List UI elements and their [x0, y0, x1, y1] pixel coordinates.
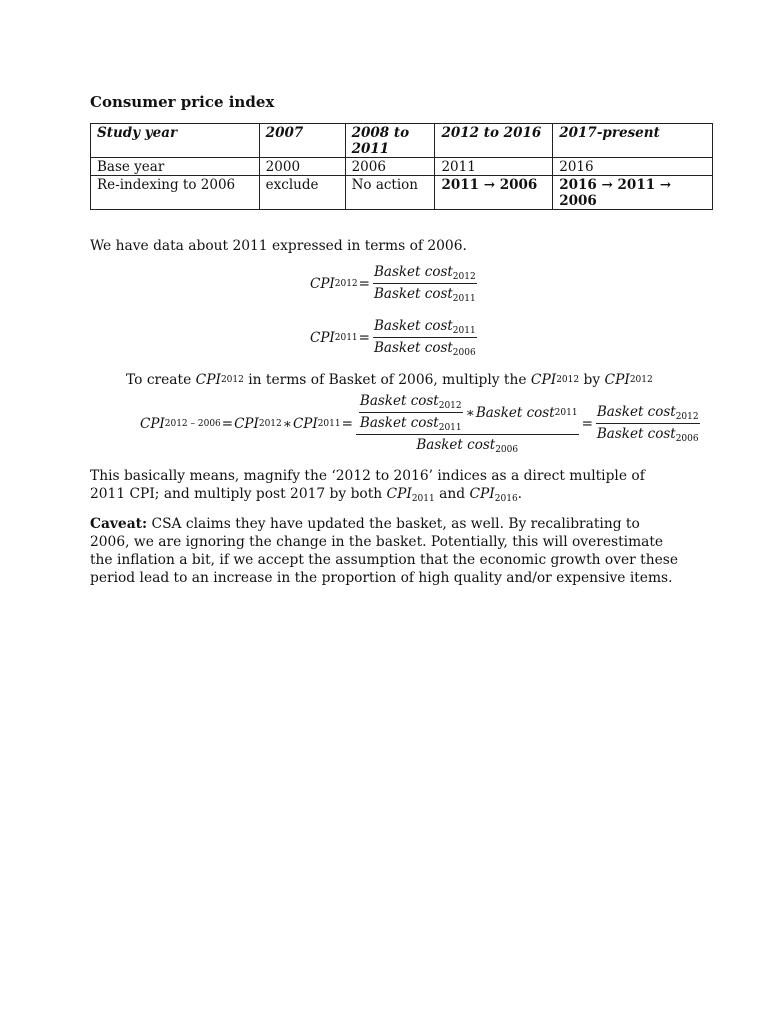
table-cell: 2011: [435, 158, 553, 176]
table-header-cell: 2012 to 2016: [435, 124, 553, 158]
table-cell: No action: [345, 176, 435, 210]
math-basket: Basket cost: [596, 404, 676, 420]
math-subscript: 2012: [675, 412, 699, 422]
math-subscript: 2011: [452, 294, 476, 304]
instruction-text: To create: [126, 372, 192, 388]
math-cpi: CPI: [469, 486, 495, 502]
instruction-line: [126, 372, 653, 388]
fraction: [373, 264, 477, 304]
math-subscript: 2011: [411, 494, 435, 504]
cpi-table: [90, 123, 713, 210]
table-cell: Base year: [91, 158, 260, 176]
math-subscript: 2006: [452, 348, 476, 358]
math-cpi: CPI: [604, 372, 630, 388]
page-title: Consumer price index: [90, 93, 275, 111]
table-header-cell: 2008 to 2011: [345, 124, 435, 158]
math-times: ∗: [282, 416, 292, 432]
math-cpi: CPI: [234, 416, 259, 432]
math-basket: Basket cost: [373, 340, 453, 356]
math-equals: =: [341, 416, 353, 432]
table-header-cell: 2007: [259, 124, 345, 158]
table-row: [91, 158, 713, 176]
table-row: [91, 176, 713, 210]
math-times: ∗: [465, 405, 475, 421]
math-basket: Basket cost: [416, 437, 496, 453]
math-subscript: 2012: [556, 375, 580, 385]
paragraph-explanation: [90, 467, 680, 508]
paragraph-intro: We have data about 2011 expressed in terms of 2006.: [90, 238, 467, 254]
instruction-text: in terms of Basket of 2006, multiply the: [248, 372, 527, 388]
table-header-row: [91, 124, 713, 158]
paragraph-caveat: [90, 515, 680, 587]
caveat-label: Caveat:: [90, 516, 148, 532]
math-basket: Basket cost: [475, 405, 555, 421]
math-basket: Basket cost: [359, 393, 439, 409]
equation-cpi-2011: [310, 318, 479, 358]
math-basket: Basket cost: [373, 318, 453, 334]
math-cpi: CPI: [386, 486, 412, 502]
math-subscript: 2011: [438, 423, 462, 433]
equation-cpi-2012: [310, 264, 479, 304]
math-subscript: 2012: [334, 279, 358, 289]
math-subscript: 2012: [220, 375, 244, 385]
instruction-text: by: [583, 372, 601, 388]
table-cell: 2016: [553, 158, 713, 176]
paragraph-text: and: [439, 486, 466, 502]
table-cell: 2016 → 2011 → 2006: [553, 176, 713, 210]
fraction: [596, 404, 700, 444]
math-basket: Basket cost: [373, 286, 453, 302]
math-cpi: CPI: [140, 416, 165, 432]
table-cell: 2011 → 2006: [435, 176, 553, 210]
caveat-text: CSA claims they have updated the basket, as well. By recalibrating to 2006, we are ignoring the change in the basket. Potentially, this will overestimate the inflation a bit, if we accept the assumption that the economic growth over these period lead to an increase in the proportion of high quality and/or expensive items.: [90, 516, 678, 586]
table-header-cell: Study year: [91, 124, 260, 158]
math-basket: Basket cost: [373, 264, 453, 280]
math-basket: Basket cost: [596, 426, 676, 442]
paragraph-text: .: [517, 486, 523, 502]
math-equals: =: [581, 416, 593, 432]
math-subscript: 2012: [258, 419, 282, 429]
math-subscript: 2012: [629, 375, 653, 385]
fraction: [373, 318, 477, 358]
math-subscript: 2012: [452, 272, 476, 282]
math-subscript: 2012 – 2006: [164, 419, 221, 429]
math-subscript: 2006: [495, 445, 519, 455]
math-cpi: CPI: [530, 372, 557, 388]
math-subscript: 2011: [317, 419, 341, 429]
fraction-outer: [356, 393, 579, 455]
math-subscript: 2011: [452, 326, 476, 336]
math-cpi: CPI: [310, 330, 335, 346]
table-cell: 2000: [259, 158, 345, 176]
math-equals: =: [221, 416, 234, 432]
math-subscript: 2012: [438, 401, 462, 411]
paragraph-text: This basically means, magnify the ‘2012 to 2016’ indices as a direct multiple of 2011 CPI; and multiply post 2017 by both: [90, 468, 645, 502]
table-cell: exclude: [259, 176, 345, 210]
fraction-inner: [359, 393, 463, 433]
math-cpi: CPI: [195, 372, 221, 388]
equation-rebase: [140, 393, 702, 455]
table-header-cell: 2017-present: [553, 124, 713, 158]
table-cell: Re-indexing to 2006: [91, 176, 260, 210]
math-subscript: 2011: [334, 333, 358, 343]
math-equals: =: [358, 276, 370, 292]
math-cpi: CPI: [310, 276, 335, 292]
math-subscript: 2006: [675, 434, 699, 444]
table-cell: 2006: [345, 158, 435, 176]
math-basket: Basket cost: [359, 415, 439, 431]
math-subscript: 2011: [554, 408, 578, 418]
math-cpi: CPI: [292, 416, 318, 432]
math-equals: =: [358, 330, 370, 346]
math-subscript: 2016: [494, 494, 518, 504]
